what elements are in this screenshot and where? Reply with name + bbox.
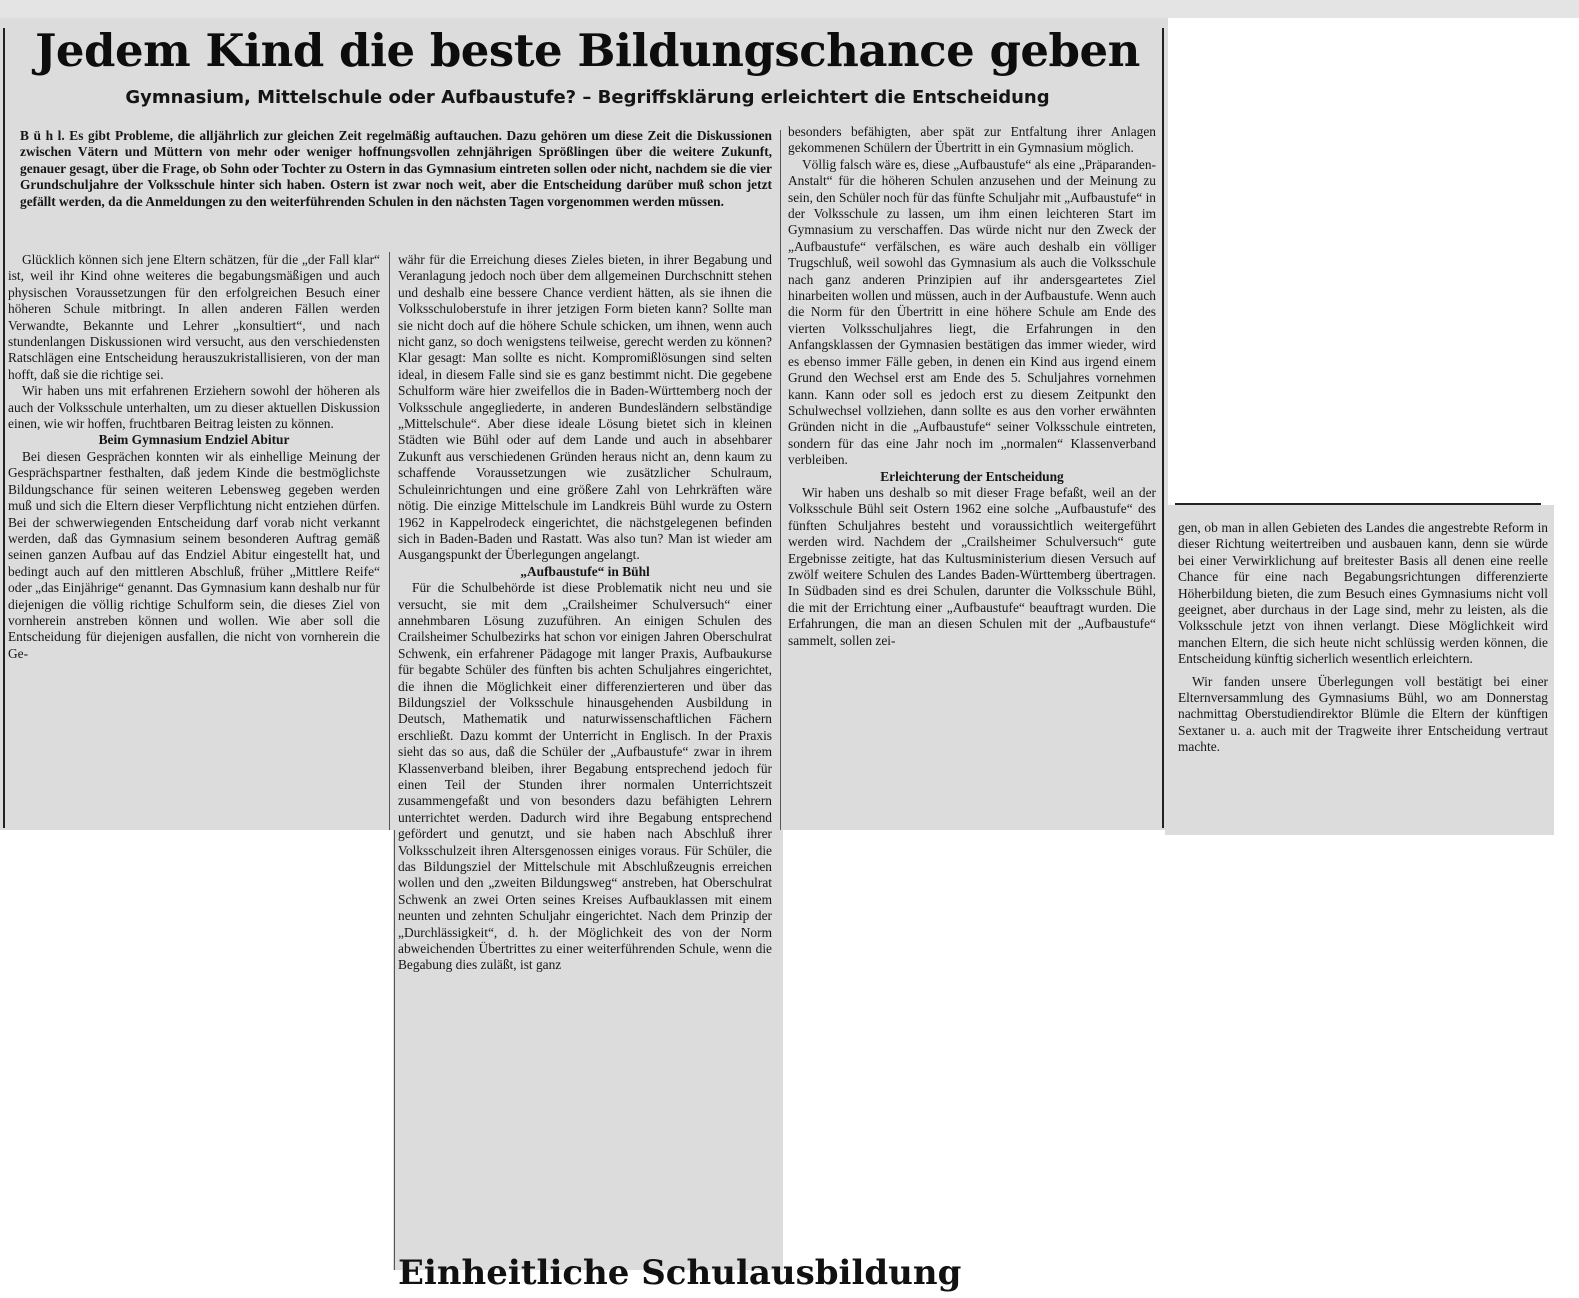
col2-paragraph-2: Für die Schulbehörde ist diese Problematik nicht neu und sie versucht, sie mit dem „Crailsheimer Schulversuch“ einer annehmbaren Lösung zuzuführen. An einigen Schulen des Crailsheimer Schulbezirks hat schon vor einigen Jahren Oberschulrat Schwenk, ein erfahrener Pädagoge mit langer Praxis, Aufbaukurse für begabte Schüler des fünften bis achten Schuljahres eingerichtet, die ihnen die Möglichkeit einer differenzierteren und über das Bildungsziel der Volksschule hinausgehenden Ausbildung in Deutsch, Mathematik und naturwissenschaftlichen Fächern erschließt. Dazu kommt der Unterricht in Englisch. In der Praxis sieht das so aus, daß die Schüler der „Aufbaustufe“ zwar in ihrem Klassenverband bleiben, ihrer Begabung entsprechend jedoch für einen Teil der Stunden ihrer normalen Unterrichtszeit zusammengefaßt und von besonders dazu befähigten Lehrern unterrichtet werden. Dadurch wird ihre Begabung entsprechend gefördert und genutzt, und sie haben nach Abschluß ihrer Volksschulzeit ihren Altersgenossen einiges voraus. Für Schüler, die das Bildungsziel der Mittelschule mit Abschlußzeugnis erreichen wollen und den „zweiten Bildungsweg“ anstreben, hat Oberschulrat Schwenk an zwei Orten seines Kreises Aufbauklassen mit einem neunten und zehnten Schuljahr eingerichtet. Nach dem Prinzip der „Durchlässigkeit“, d. h. der Möglichkeit des von der Norm abweichenden Übertrittes zu einer weiterführenden Schule, wenn die Begabung dies zuläßt, ist ganz: [398, 580, 772, 973]
column-rule-1: [389, 252, 390, 830]
col3-paragraph-2: Völlig falsch wäre es, diese „Aufbaustufe“ als eine „Präparanden-Anstalt“ für die höheren Schulen anzusehen und der Meinung zu sein, den Schüler noch für das fünfte Schuljahr mit „Aufbaustufe“ in der Volksschule zu lassen, um ihm einen leichteren Start im Gymnasium zu verschaffen. Das würde nicht nur den Zweck der „Aufbaustufe“ verfälschen, es wäre auch deshalb ein völliger Trugschluß, weil sowohl das Gymnasium als auch die Volksschule nach ganz anderen Prinzipien auf ihr andersgeartetes Ziel hinarbeiten wollen und müssen, auch in der Aufbaustufe. Wenn auch die Norm für den Übertritt in eine höhere Schule am Ende des vierten Volksschuljahres liegt, die Erfahrungen in den Anfangsklassen der Gymnasien bestätigen das immer wieder, wird es ebenso immer Fälle geben, in denen ein Kind aus irgend einem Grund den Wechsel erst am Ende des 5. Schuljahres vornehmen kann. Kann oder soll es jedoch erst zu diesem Zeitpunkt den Schulwechsel vollziehen, dann sollte es aus den vorher erwähnten Gründen nicht in die „Aufbaustufe“ seiner Volksschule eintreten, sondern für das eine Jahr noch im „normalen“ Klassenverband verbleiben.: [788, 156, 1156, 468]
col1-paragraph-1: Glücklich können sich jene Eltern schätzen, für die „der Fall klar“ ist, weil ihr Kind ohne weiteres die begabungsmäßigen und auch physischen Voraussetzungen für den erfolgreichen Besuch einer höheren Schule mitbringt. In allen anderen Fällen werden Verwandte, Bekannte und Lehrer „konsultiert“, und nach stundenlangen Diskussionen wird versucht, aus den verschiedensten Ratschlägen eine Entscheidung herauszukristallisieren, von der man hofft, daß sie die richtige sei.: [8, 252, 380, 382]
col2-subhead: „Aufbaustufe“ in Bühl: [520, 563, 650, 579]
scan-region-top-strip: [0, 0, 1579, 18]
column-1: [8, 252, 380, 830]
col3-paragraph-3: Wir haben uns deshalb so mit dieser Frage befaßt, weil an der Volksschule Bühl seit Ostern 1962 eine solche „Aufbaustufe“ des fünften Schuljahres besteht und voraussichtlich weitergeführt werden wird. Nachdem der „Crailsheimer Schulversuch“ gute Ergebnisse zeitigte, hat das Kultusministerium diesen Versuch auf zwölf weitere Schulen des Landes Baden-Württemberg übertragen. In Südbaden sind es drei Schulen, darunter die Volksschule Bühl, die mit der Errichtung einer „Aufbaustufe“ beauftragt wurden. Die Erfahrungen, die man an diesen Schulen mit der „Aufbaustufe“ sammelt, sollen zei-: [788, 484, 1156, 648]
left-border-rule: [3, 28, 5, 828]
column-4: [1178, 520, 1548, 828]
article-lead: [20, 128, 772, 242]
article-headline: Jedem Kind die beste Bildungschance geben: [35, 24, 1140, 77]
col4-paragraph-2: Wir fanden unsere Überlegungen voll bestätigt bei einer Elternversammlung des Gymnasiums Bühl, wo am Donnerstag nachmittag Oberstudiendirektor Blümle die Eltern der künftigen Sextaner u. a. auch mit der Tragweite ihrer Entscheidung vertraut machte.: [1178, 673, 1548, 755]
col1-subhead: Beim Gymnasium Endziel Abitur: [98, 432, 290, 448]
col4-paragraph-1: gen, ob man in allen Gebieten des Landes die angestrebte Reform in dieser Richtung weitertreiben und ausbauen kann, denn sie würde bei einer Verwirklichung auf breitester Basis all denen eine reelle Chance für eine nach Begabungsrichtungen differenzierte Höherbildung bieten, die zum Besuch eines Gymnasiums nicht voll geeignet, aber durchaus in der Lage sind, mehr zu leisten, als die Volksschule jetzt von ihnen verlangt. Diese Möglichkeit wird manchen Eltern, die sich heute nicht schlüssig werden können, die Entscheidung künftig sicherlich wesentlich erleichtern.: [1178, 520, 1548, 667]
column-rule-3: [394, 830, 395, 1270]
lead-paragraph: B ü h l. Es gibt Probleme, die alljährlich zur gleichen Zeit regelmäßig auftauchen. Dazu gehören um diese Zeit die Diskussionen zwischen Vätern und Müttern von mehr oder weniger hoffnungsvollen zehnjährigen Sprößlingen über die weitere Zukunft, genauer gesagt, über die Frage, ob Sohn oder Tochter zu Ostern in das Gymnasium eintreten sollen oder nicht, nachdem sie die vier Grundschuljahre der Volksschule hinter sich haben. Ostern ist zwar noch weit, aber die Entscheidung darüber muß schon jetzt gefällt werden, da die Anmeldungen zu den weiterführenden Schulen in den nächsten Tagen vorgenommen werden müssen.: [20, 128, 772, 209]
col3-paragraph-1: besonders befähigten, aber spät zur Entfaltung ihrer Anlagen gekommenen Schülern der Übertritt in ein Gymnasium möglich.: [788, 124, 1156, 156]
column-rule-2: [780, 130, 781, 830]
column-2: [398, 252, 772, 1232]
section-rule: [1175, 503, 1541, 505]
next-article-headline: Einheitliche Schulausbildung: [398, 1253, 962, 1293]
article-subheadline: Gymnasium, Mittelschule oder Aufbaustufe? – Begriffsklärung erleichtert die Entscheidung: [125, 87, 1050, 108]
col1-paragraph-3: Bei diesen Gesprächen konnten wir als einhellige Meinung der Gesprächspartner festhalten, daß jedem Kinde die bestmöglichste Bildungschance für seinen weiteren Lebensweg gegeben werden muß und sich die Eltern dieser Verpflichtung nicht entziehen dürfen. Bei der schwerwiegenden Entscheidung darf vorab nicht verkannt werden, daß das Gymnasium seinem besonderen Auftrag gemäß seinen ganzen Aufbau auf das Endziel Abitur eingestellt hat, und bedingt auch auf den mittleren Abschluß, früher „Mittlere Reife“ oder „das Einjährige“ genannt. Das Gymnasium kann deshalb nur für diejenigen die völlig richtige Schulform sein, die dieses Ziel von vornherein anstreben können und wollen. Wie aber soll die Entscheidung für diejenigen ausfallen, die nicht von vornherein die Ge-: [8, 448, 380, 661]
col3-subhead: Erleichterung der Entscheidung: [880, 468, 1064, 484]
col2-paragraph-1: währ für die Erreichung dieses Zieles bieten, in ihrer Begabung und Veranlagung jedoch noch über dem allgemeinen Durchschnitt stehen und deshalb eine bessere Chance verdient hätten, als sie ihnen die Volksschuloberstufe in ihrer jetzigen Form bieten kann? Sollte man sie nicht doch auf die höhere Schule schicken, um ihnen, wenn auch nicht ganz, so doch wenigstens teilweise, gerecht werden zu können? Klar gesagt: Man sollte es nicht. Kompromißlösungen sind selten ideal, in diesem Falle sind sie es ganz bestimmt nicht. Die gegebene Schulform wäre hier zweifellos die in Baden-Württemberg noch der Volksschule angegliederte, in anderen Bundesländern selbständige „Mittelschule“. Aber diese ideale Lösung bietet sich in kleinen Städten wie Bühl oder auf dem Lande und auch in absehbarer Zukunft aus verschiedenen Gründen heraus nicht an, denn kaum zu schaffende Voraussetzungen wie zusätzlicher Schulraum, Schuleinrichtungen und eine größere Zahl von Lehrkräften wäre nötig. Die einzige Mittelschule im Landkreis Bühl wurde zu Ostern 1962 in Kappelrodeck eingerichtet, die nächstgelegenen befinden sich in Baden-Baden und Rastatt. Was also tun? Man ist wieder am Ausgangspunkt der Überlegungen angelangt.: [398, 252, 772, 563]
col1-paragraph-2: Wir haben uns mit erfahrenen Erziehern sowohl der höheren als auch der Volksschule unterhalten, um zu dieser aktuellen Diskussion einen, wie wir hoffen, fruchtbaren Beitrag leisten zu können.: [8, 383, 380, 432]
right-border-rule: [1162, 28, 1164, 828]
column-3: [788, 124, 1156, 828]
